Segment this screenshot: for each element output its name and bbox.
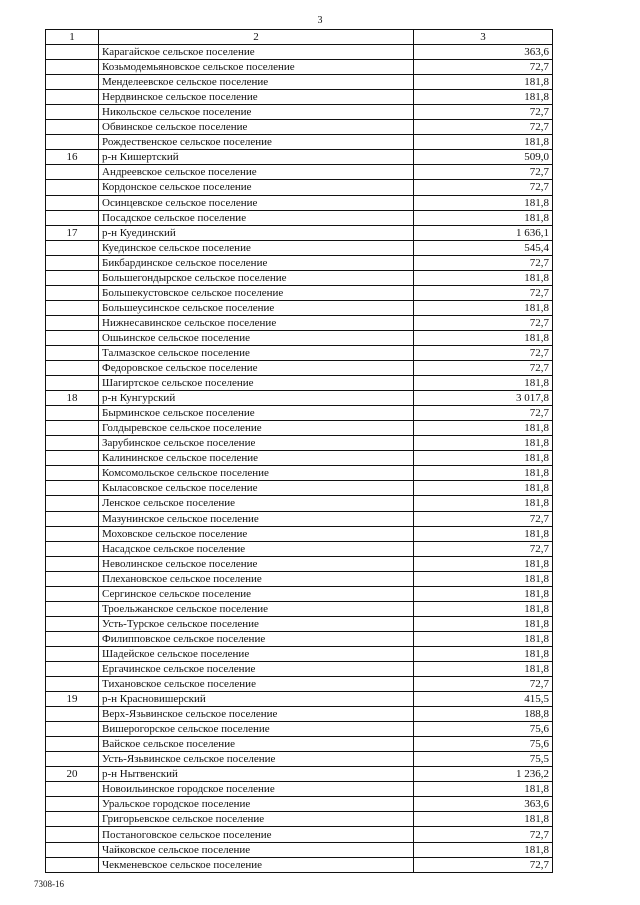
settlement-name: р-н Красновишерский	[99, 692, 414, 707]
row-number	[46, 556, 99, 571]
amount-value: 72,7	[414, 827, 553, 842]
amount-value: 72,7	[414, 677, 553, 692]
row-number	[46, 601, 99, 616]
row-number	[46, 90, 99, 105]
allocation-table	[45, 29, 553, 873]
amount-value: 72,7	[414, 315, 553, 330]
settlement-name: Уральское городское поселение	[99, 797, 414, 812]
table-row	[46, 361, 553, 376]
amount-value: 181,8	[414, 586, 553, 601]
table-row	[46, 255, 553, 270]
settlement-name: Зарубинское сельское поселение	[99, 436, 414, 451]
amount-value: 181,8	[414, 601, 553, 616]
settlement-name: Усть-Язьвинское сельское поселение	[99, 752, 414, 767]
row-number	[46, 812, 99, 827]
table-row	[46, 75, 553, 90]
row-number	[46, 255, 99, 270]
settlement-name: Мазунинское сельское поселение	[99, 511, 414, 526]
row-number	[46, 857, 99, 872]
settlement-name: Нижнесавинское сельское поселение	[99, 315, 414, 330]
table-row	[46, 631, 553, 646]
page-number: 3	[317, 15, 323, 26]
settlement-name: Верх-Язьвинское сельское поселение	[99, 707, 414, 722]
row-number	[46, 60, 99, 75]
table-row	[46, 526, 553, 541]
amount-value: 181,8	[414, 481, 553, 496]
settlement-name: Осинцевское сельское поселение	[99, 195, 414, 210]
settlement-name: Сергинское сельское поселение	[99, 586, 414, 601]
settlement-name: Калининское сельское поселение	[99, 451, 414, 466]
table-row	[46, 451, 553, 466]
row-number	[46, 436, 99, 451]
settlement-name: Бырминское сельское поселение	[99, 406, 414, 421]
amount-value: 181,8	[414, 526, 553, 541]
settlement-name: Тихановское сельское поселение	[99, 677, 414, 692]
row-number	[46, 496, 99, 511]
table-row	[46, 105, 553, 120]
amount-value: 181,8	[414, 646, 553, 661]
settlement-name: р-н Кунгурский	[99, 391, 414, 406]
settlement-name: Чайковское сельское поселение	[99, 842, 414, 857]
settlement-name: Ошьинское сельское поселение	[99, 330, 414, 345]
amount-value: 72,7	[414, 180, 553, 195]
table-row	[46, 842, 553, 857]
row-number	[46, 782, 99, 797]
table-row	[46, 511, 553, 526]
table-row	[46, 180, 553, 195]
table-row	[46, 195, 553, 210]
settlement-name: Бикбардинское сельское поселение	[99, 255, 414, 270]
amount-value: 181,8	[414, 421, 553, 436]
row-number	[46, 361, 99, 376]
settlement-name: Обвинское сельское поселение	[99, 120, 414, 135]
table-row	[46, 421, 553, 436]
row-number	[46, 421, 99, 436]
row-number	[46, 797, 99, 812]
row-number	[46, 541, 99, 556]
row-number	[46, 466, 99, 481]
table-row	[46, 571, 553, 586]
row-number: 20	[46, 767, 99, 782]
row-number	[46, 240, 99, 255]
amount-value: 181,8	[414, 300, 553, 315]
row-number	[46, 406, 99, 421]
row-number	[46, 707, 99, 722]
row-number	[46, 195, 99, 210]
row-number	[46, 300, 99, 315]
amount-value: 181,8	[414, 496, 553, 511]
table-row	[46, 406, 553, 421]
amount-value: 181,8	[414, 451, 553, 466]
settlement-name: Ергачинское сельское поселение	[99, 661, 414, 676]
settlement-name: Большегондырское сельское поселение	[99, 270, 414, 285]
table-row	[46, 812, 553, 827]
settlement-name: Новоильинское городское поселение	[99, 782, 414, 797]
row-number: 16	[46, 150, 99, 165]
row-number	[46, 45, 99, 60]
table-row	[46, 60, 553, 75]
row-number	[46, 165, 99, 180]
amount-value: 181,8	[414, 376, 553, 391]
settlement-name: Большекустовское сельское поселение	[99, 285, 414, 300]
amount-value: 181,8	[414, 842, 553, 857]
amount-value: 75,6	[414, 737, 553, 752]
row-number	[46, 571, 99, 586]
settlement-name: Филипповское сельское поселение	[99, 631, 414, 646]
settlement-name: Неволинское сельское поселение	[99, 556, 414, 571]
row-number	[46, 661, 99, 676]
table-row	[46, 270, 553, 285]
amount-value: 181,8	[414, 270, 553, 285]
amount-value: 181,8	[414, 75, 553, 90]
row-number	[46, 285, 99, 300]
row-number	[46, 722, 99, 737]
row-number	[46, 120, 99, 135]
row-number	[46, 105, 99, 120]
amount-value: 1 636,1	[414, 225, 553, 240]
settlement-name: Никольское сельское поселение	[99, 105, 414, 120]
amount-value: 509,0	[414, 150, 553, 165]
amount-value: 72,7	[414, 345, 553, 360]
amount-value: 75,5	[414, 752, 553, 767]
amount-value: 181,8	[414, 466, 553, 481]
amount-value: 181,8	[414, 571, 553, 586]
amount-value: 181,8	[414, 195, 553, 210]
table-row	[46, 376, 553, 391]
amount-value: 3 017,8	[414, 391, 553, 406]
column-header-2: 2	[99, 30, 414, 45]
amount-value: 181,8	[414, 556, 553, 571]
table-row	[46, 436, 553, 451]
settlement-name: Куединское сельское поселение	[99, 240, 414, 255]
amount-value: 415,5	[414, 692, 553, 707]
settlement-name: Талмазское сельское поселение	[99, 345, 414, 360]
row-number	[46, 677, 99, 692]
settlement-name: Менделеевское сельское поселение	[99, 75, 414, 90]
table-row	[46, 150, 553, 165]
table-row	[46, 315, 553, 330]
table-row	[46, 300, 553, 315]
row-number: 19	[46, 692, 99, 707]
table-row	[46, 722, 553, 737]
settlement-name: Шадейское сельское поселение	[99, 646, 414, 661]
table-row	[46, 391, 553, 406]
amount-value: 181,8	[414, 631, 553, 646]
settlement-name: р-н Кишертский	[99, 150, 414, 165]
settlement-name: Андреевское сельское поселение	[99, 165, 414, 180]
table-row	[46, 45, 553, 60]
row-number	[46, 330, 99, 345]
settlement-name: Вайское сельское поселение	[99, 737, 414, 752]
row-number	[46, 842, 99, 857]
settlement-name: Посадское сельское поселение	[99, 210, 414, 225]
amount-value: 181,8	[414, 330, 553, 345]
row-number	[46, 180, 99, 195]
amount-value: 181,8	[414, 812, 553, 827]
row-number	[46, 616, 99, 631]
table-row	[46, 692, 553, 707]
table-row	[46, 466, 553, 481]
amount-value: 181,8	[414, 436, 553, 451]
row-number	[46, 315, 99, 330]
row-number	[46, 481, 99, 496]
table-row	[46, 586, 553, 601]
amount-value: 72,7	[414, 165, 553, 180]
amount-value: 72,7	[414, 857, 553, 872]
amount-value: 72,7	[414, 105, 553, 120]
amount-value: 181,8	[414, 616, 553, 631]
settlement-name: Нердвинское сельское поселение	[99, 90, 414, 105]
row-number	[46, 376, 99, 391]
table-row	[46, 767, 553, 782]
table-row	[46, 210, 553, 225]
table-row	[46, 616, 553, 631]
column-header-3: 3	[414, 30, 553, 45]
settlement-name: Козьмодемьяновское сельское поселение	[99, 60, 414, 75]
row-number: 18	[46, 391, 99, 406]
table-row	[46, 496, 553, 511]
table-row	[46, 120, 553, 135]
row-number	[46, 451, 99, 466]
amount-value: 181,8	[414, 135, 553, 150]
settlement-name: Моховское сельское поселение	[99, 526, 414, 541]
amount-value: 188,8	[414, 707, 553, 722]
row-number: 17	[46, 225, 99, 240]
amount-value: 75,6	[414, 722, 553, 737]
settlement-name: Усть-Турское сельское поселение	[99, 616, 414, 631]
amount-value: 363,6	[414, 797, 553, 812]
amount-value: 72,7	[414, 511, 553, 526]
table-row	[46, 330, 553, 345]
settlement-name: Чекменевское сельское поселение	[99, 857, 414, 872]
amount-value: 181,8	[414, 782, 553, 797]
table-row	[46, 752, 553, 767]
row-number	[46, 75, 99, 90]
row-number	[46, 827, 99, 842]
amount-value: 545,4	[414, 240, 553, 255]
table-row	[46, 165, 553, 180]
amount-value: 72,7	[414, 255, 553, 270]
table-row	[46, 541, 553, 556]
settlement-name: Постаноговское сельское поселение	[99, 827, 414, 842]
settlement-name: Кыласовское сельское поселение	[99, 481, 414, 496]
row-number	[46, 631, 99, 646]
settlement-name: Федоровское сельское поселение	[99, 361, 414, 376]
row-number	[46, 586, 99, 601]
table-row	[46, 782, 553, 797]
table-row	[46, 707, 553, 722]
table-row	[46, 556, 553, 571]
settlement-name: Шагиртское сельское поселение	[99, 376, 414, 391]
table-row	[46, 661, 553, 676]
row-number	[46, 646, 99, 661]
column-header-1: 1	[46, 30, 99, 45]
row-number	[46, 737, 99, 752]
amount-value: 72,7	[414, 60, 553, 75]
settlement-name: Григорьевское сельское поселение	[99, 812, 414, 827]
table-row	[46, 827, 553, 842]
table-row	[46, 90, 553, 105]
settlement-name: Вишерогорское сельское поселение	[99, 722, 414, 737]
settlement-name: р-н Куединский	[99, 225, 414, 240]
settlement-name: Плехановское сельское поселение	[99, 571, 414, 586]
table-body	[46, 30, 553, 873]
amount-value: 363,6	[414, 45, 553, 60]
amount-value: 72,7	[414, 285, 553, 300]
row-number	[46, 135, 99, 150]
settlement-name: р-н Нытвенский	[99, 767, 414, 782]
row-number	[46, 345, 99, 360]
table-row	[46, 481, 553, 496]
amount-value: 181,8	[414, 210, 553, 225]
amount-value: 72,7	[414, 120, 553, 135]
table-row	[46, 797, 553, 812]
amount-value: 1 236,2	[414, 767, 553, 782]
row-number	[46, 210, 99, 225]
table-row	[46, 737, 553, 752]
settlement-name: Троельжанское сельское поселение	[99, 601, 414, 616]
amount-value: 181,8	[414, 661, 553, 676]
table-row	[46, 646, 553, 661]
amount-value: 72,7	[414, 406, 553, 421]
table-row	[46, 601, 553, 616]
amount-value: 72,7	[414, 361, 553, 376]
settlement-name: Ленское сельское поселение	[99, 496, 414, 511]
settlement-name: Насадское сельское поселение	[99, 541, 414, 556]
table-row	[46, 285, 553, 300]
settlement-name: Рождественское сельское поселение	[99, 135, 414, 150]
document-code: 7308-16	[34, 879, 64, 889]
table-row	[46, 240, 553, 255]
table-row	[46, 225, 553, 240]
amount-value: 72,7	[414, 541, 553, 556]
row-number	[46, 526, 99, 541]
table-row	[46, 677, 553, 692]
row-number	[46, 752, 99, 767]
settlement-name: Голдыревское сельское поселение	[99, 421, 414, 436]
row-number	[46, 511, 99, 526]
settlement-name: Кордонское сельское поселение	[99, 180, 414, 195]
settlement-name: Карагайское сельское поселение	[99, 45, 414, 60]
table-row	[46, 135, 553, 150]
settlement-name: Большеусинское сельское поселение	[99, 300, 414, 315]
table-header-row	[46, 30, 553, 45]
table-row	[46, 345, 553, 360]
settlement-name: Комсомольское сельское поселение	[99, 466, 414, 481]
row-number	[46, 270, 99, 285]
amount-value: 181,8	[414, 90, 553, 105]
table-row	[46, 857, 553, 872]
